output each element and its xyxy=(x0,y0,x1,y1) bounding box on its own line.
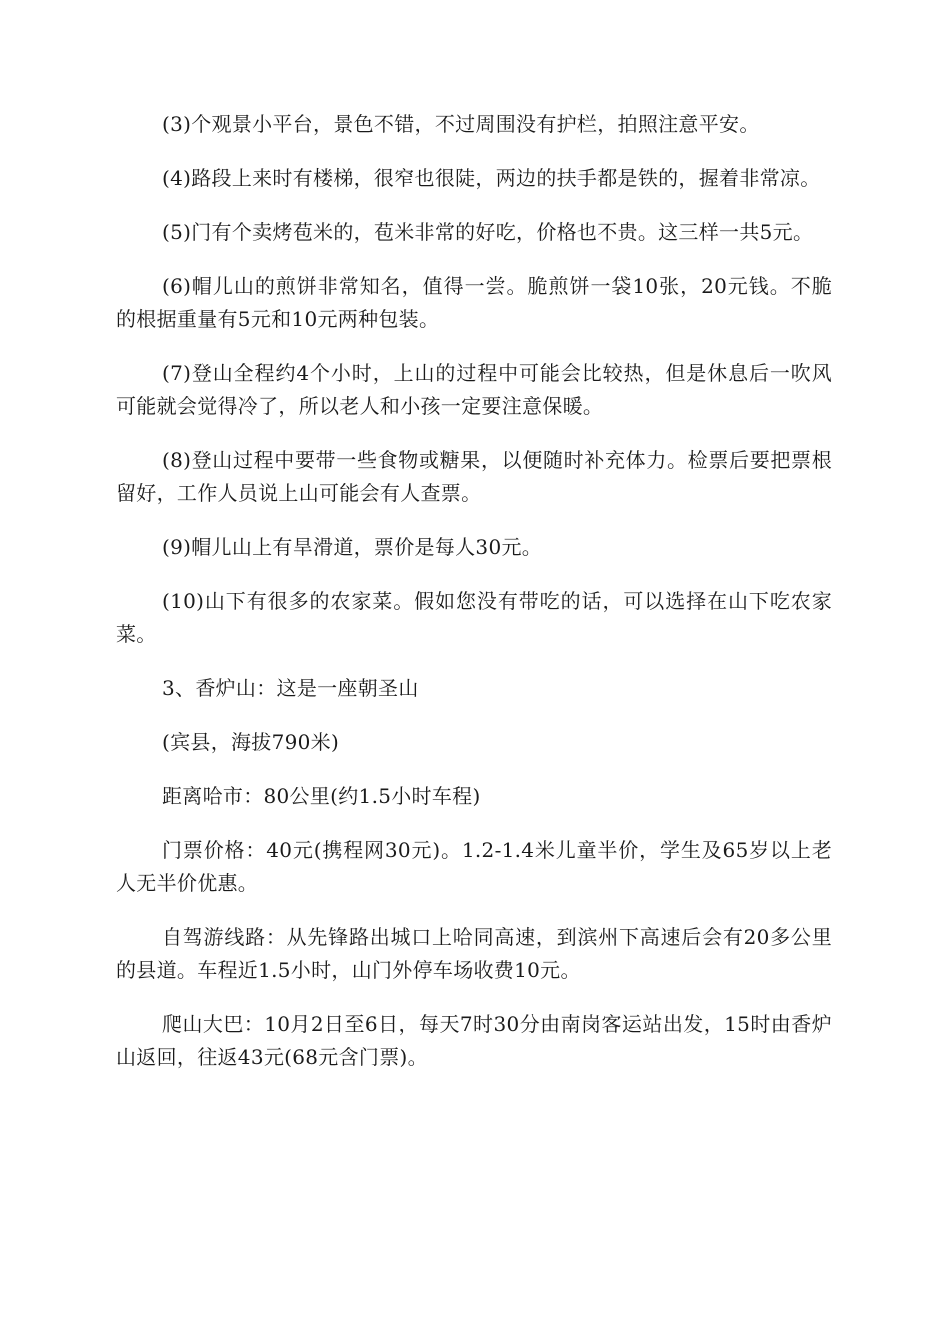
location-altitude: (宾县，海拔790米) xyxy=(162,730,340,754)
paragraph-8: (8)登山过程中要带一些食物或糖果，以便随时补充体力。检票后要把票根留好，工作人员说上山可能会有人查票。 xyxy=(116,448,832,505)
paragraph-10: (10)山下有很多的农家菜。假如您没有带吃的话，可以选择在山下吃农家菜。 xyxy=(116,589,832,646)
distance-info: 距离哈市：80公里(约1.5小时车程) xyxy=(162,784,481,808)
section-heading-xianglushan: 3、香炉山：这是一座朝圣山 xyxy=(162,676,419,700)
paragraph-4: (4)路段上来时有楼梯，很窄也很陡，两边的扶手都是铁的，握着非常凉。 xyxy=(162,166,821,190)
paragraph-7: (7)登山全程约4个小时，上山的过程中可能会比较热，但是休息后一吹风可能就会觉得冷了，所以老人和小孩一定要注意保暖。 xyxy=(116,361,832,418)
paragraph-5: (5)门有个卖烤苞米的，苞米非常的好吃，价格也不贵。这三样一共5元。 xyxy=(162,220,814,244)
paragraph-6: (6)帽儿山的煎饼非常知名，值得一尝。脆煎饼一袋10张，20元钱。不脆的根据重量有5元和10元两种包装。 xyxy=(116,274,832,331)
ticket-price-info: 门票价格：40元(携程网30元)。1.2-1.4米儿童半价，学生及65岁以上老人无半价优惠。 xyxy=(116,838,832,895)
self-drive-route: 自驾游线路：从先锋路出城口上哈同高速，到滨州下高速后会有20多公里的县道。车程近1.5小时，山门外停车场收费10元。 xyxy=(116,925,832,982)
bus-info: 爬山大巴：10月2日至6日，每天7时30分由南岗客运站出发，15时由香炉山返回，往返43元(68元含门票)。 xyxy=(116,1012,832,1069)
document-body xyxy=(116,108,832,1095)
paragraph-9: (9)帽儿山上有旱滑道，票价是每人30元。 xyxy=(162,535,543,559)
paragraph-3: (3)个观景小平台，景色不错，不过周围没有护栏，拍照注意平安。 xyxy=(162,112,760,136)
